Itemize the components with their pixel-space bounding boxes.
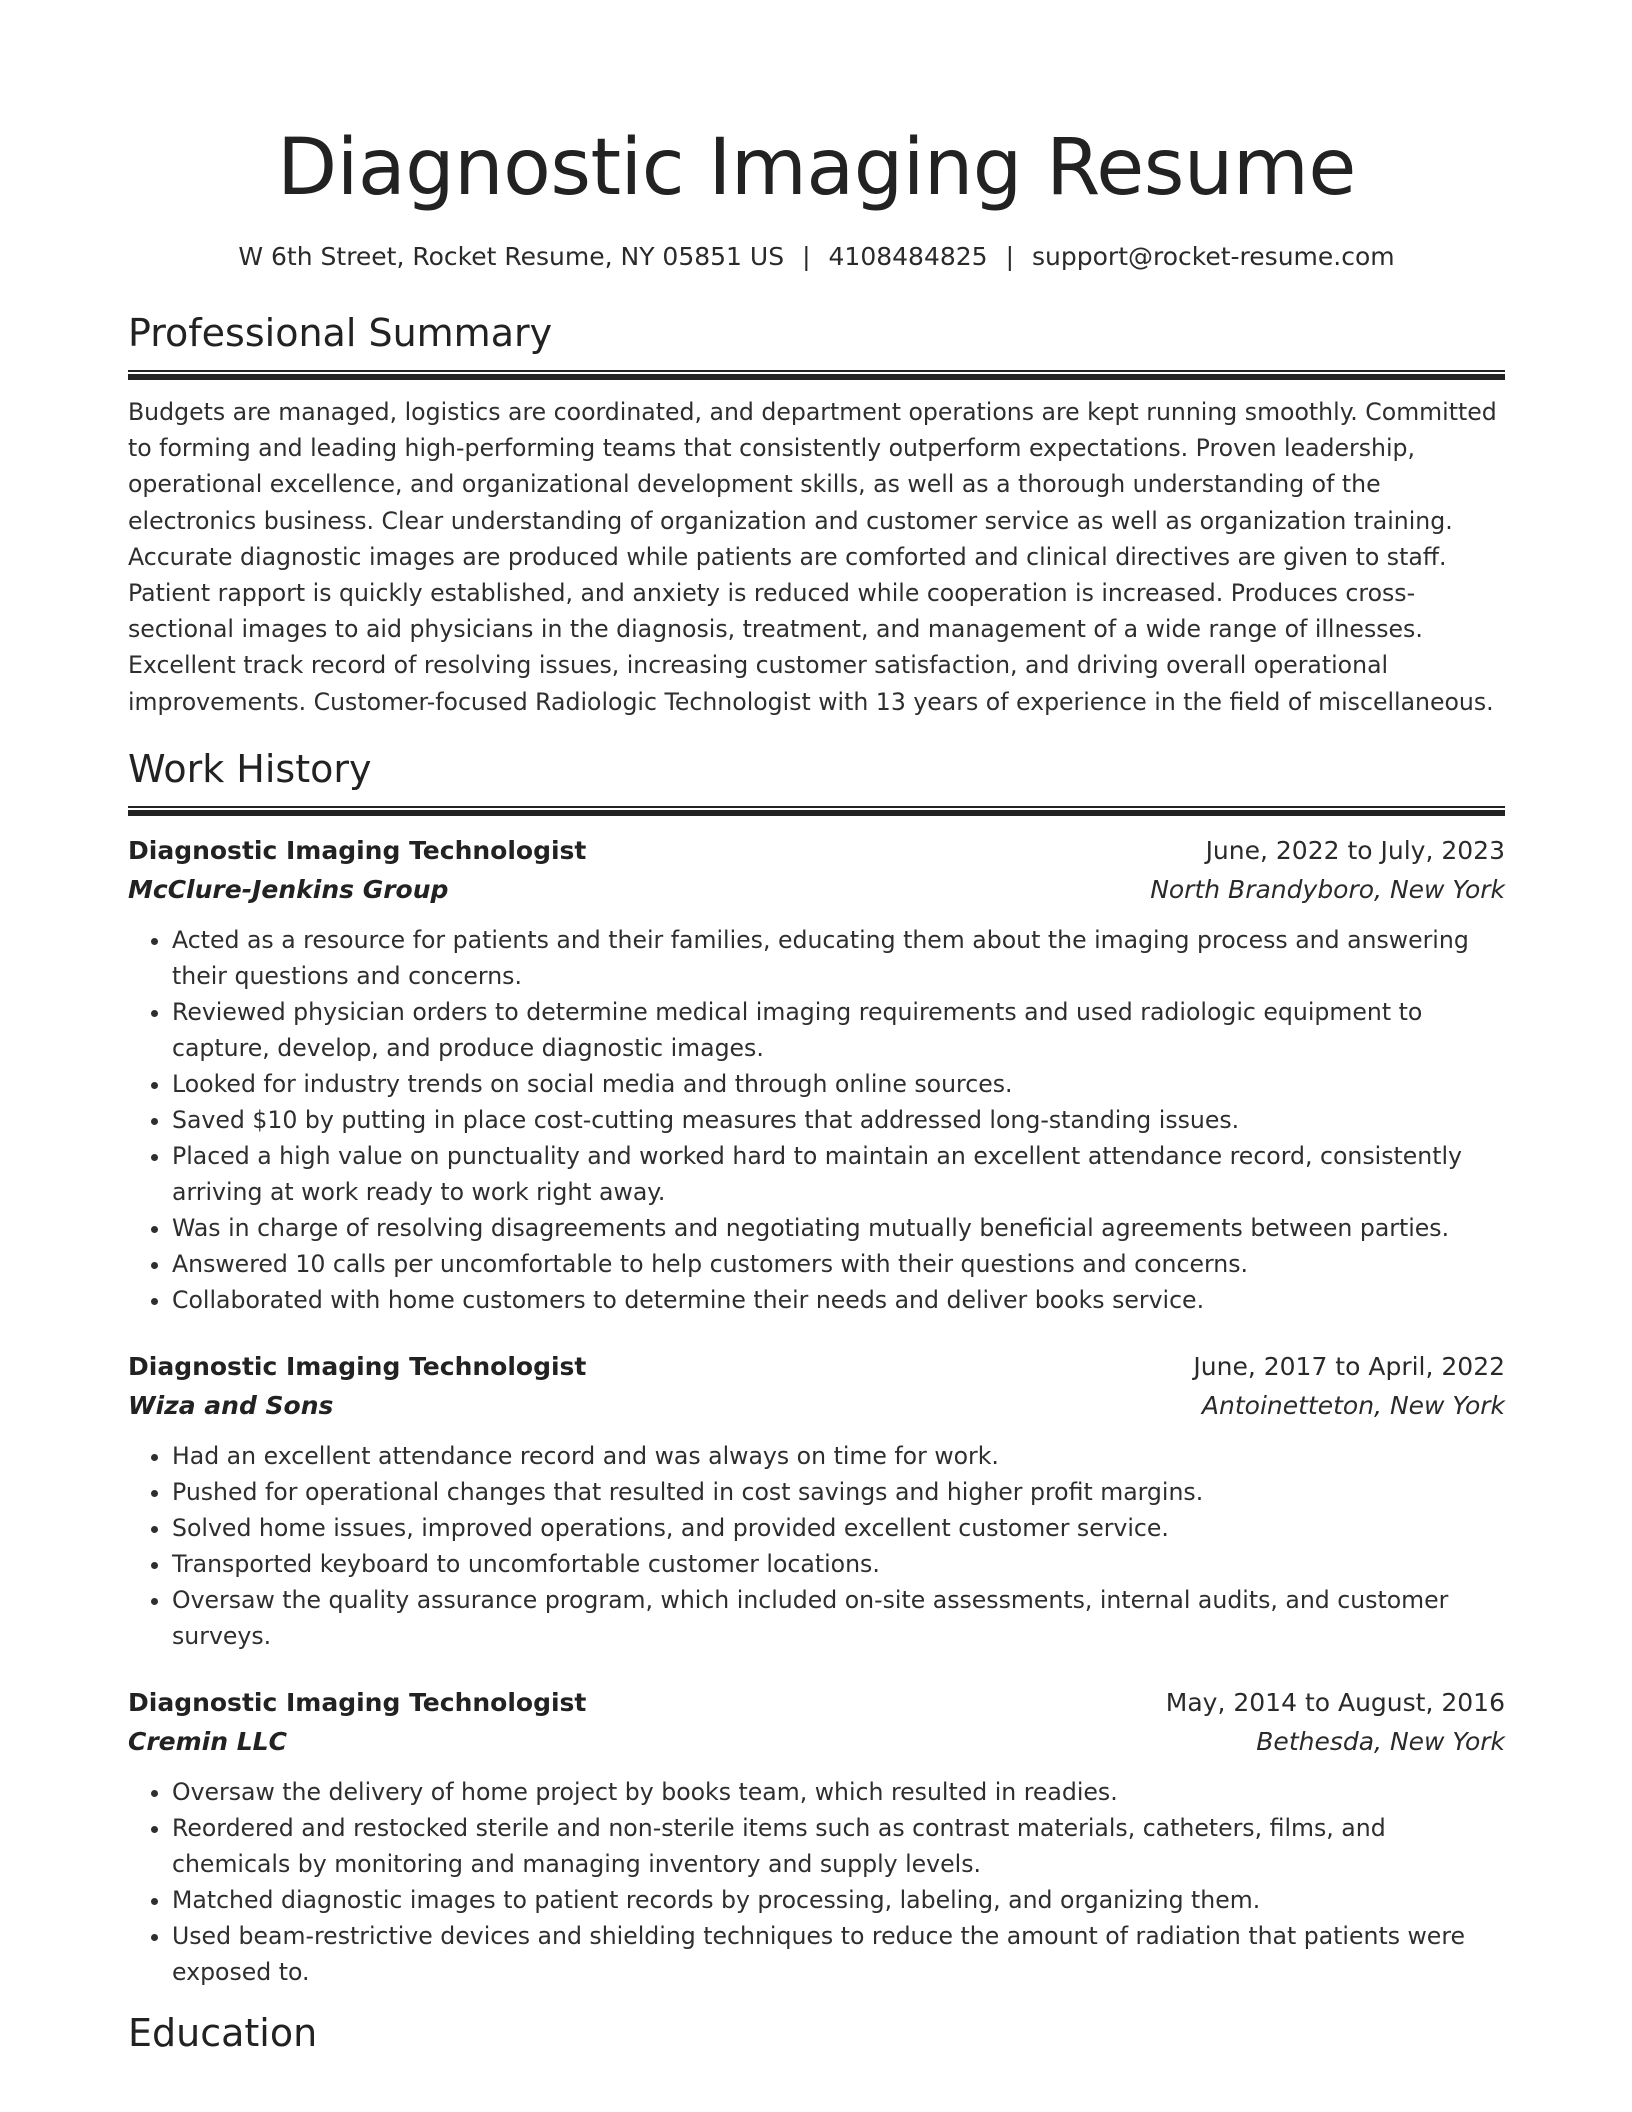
section-heading-summary: Professional Summary (128, 311, 553, 355)
job-bullet: • Reviewed physician orders to determine medical imaging requirements and used radiologic equipment to capture, develop, and produce diagnostic images. (172, 994, 1505, 1066)
job-title: Diagnostic Imaging Technologist (128, 835, 587, 865)
resume-title: Diagnostic Imaging Resume (277, 123, 1356, 213)
job-bullet: • Transported keyboard to uncomfortable customer locations. (172, 1546, 1505, 1582)
contact-separator: | (1005, 242, 1015, 271)
job-entry (128, 1684, 1505, 1990)
job-title: Diagnostic Imaging Technologist (128, 1687, 587, 1717)
job-bullet: • Oversaw the quality assurance program, which included on-site assessments, internal audits, and customer surveys. (172, 1582, 1505, 1654)
job-entry (128, 832, 1505, 1318)
job-header-row (128, 1684, 1505, 1722)
job-bullet: • Collaborated with home customers to determine their needs and deliver books service. (172, 1282, 1505, 1318)
section-divider (128, 806, 1505, 816)
job-bullet: • Used beam-restrictive devices and shielding techniques to reduce the amount of radiation that patients were exposed to. (172, 1918, 1505, 1990)
contact-line (128, 240, 1505, 274)
job-dates: June, 2017 to April, 2022 (1193, 1351, 1505, 1381)
contact-phone: 4108484825 (828, 242, 988, 271)
job-bullet: • Looked for industry trends on social media and through online sources. (172, 1066, 1505, 1102)
summary-section (128, 310, 1505, 720)
job-bullet: • Solved home issues, improved operations, and provided excellent customer service. (172, 1510, 1505, 1546)
job-header-row (128, 832, 1505, 870)
contact-email: support@rocket-resume.com (1032, 242, 1395, 271)
job-location: Bethesda, New York (1256, 1726, 1505, 1756)
job-bullet: • Answered 10 calls per uncomfortable to help customers with their questions and concerns. (172, 1246, 1505, 1282)
job-bullet: • Matched diagnostic images to patient records by processing, labeling, and organizing them. (172, 1882, 1505, 1918)
job-bullet: • Placed a high value on punctuality and worked hard to maintain an excellent attendance record, consistently arriving at work ready to work right away. (172, 1138, 1505, 1210)
job-bullet-list (128, 1438, 1505, 1654)
job-title: Diagnostic Imaging Technologist (128, 1351, 587, 1381)
job-dates: June, 2022 to July, 2023 (1205, 835, 1505, 865)
job-company-row (128, 1386, 1505, 1426)
work-history-section (128, 746, 1505, 1990)
contact-address: W 6th Street, Rocket Resume, NY 05851 US (238, 242, 785, 271)
job-company: Cremin LLC (128, 1726, 287, 1756)
section-divider (128, 370, 1505, 380)
summary-text: Budgets are managed, logistics are coordinated, and department operations are kept running smoothly. Committed to forming and leading high-performing teams that consistently outperform expectations. Proven leadership, operational excellence, and organizational development skills, as well as a thorough understanding of the electronics business. Clear understanding of organization and customer service as well as organization training. Accurate diagnostic images are produced while patients are comforted and clinical directives are given to staff. Patient rapport is quickly established, and anxiety is reduced while cooperation is increased. Produces cross-sectional images to aid physicians in the diagnosis, treatment, and management of a wide range of illnesses. Excellent track record of resolving issues, increasing customer satisfaction, and driving overall operational improvements. Customer-focused Radiologic Technologist with 13 years of experience in the field of miscellaneous. (128, 398, 1497, 716)
education-section (128, 2010, 1505, 2056)
section-heading-work-history: Work History (128, 746, 372, 791)
job-bullet: • Acted as a resource for patients and their families, educating them about the imaging process and answering their questions and concerns. (172, 922, 1505, 994)
job-bullet: • Saved $10 by putting in place cost-cutting measures that addressed long-standing issues. (172, 1102, 1505, 1138)
job-bullet-list (128, 1774, 1505, 1990)
job-company-row (128, 1722, 1505, 1762)
job-bullet: • Was in charge of resolving disagreements and negotiating mutually beneficial agreements between parties. (172, 1210, 1505, 1246)
contact-separator: | (802, 242, 811, 271)
section-heading-education: Education (128, 2010, 318, 2055)
job-bullet: • Pushed for operational changes that resulted in cost savings and higher profit margins. (172, 1474, 1505, 1510)
job-location: Antoinetteton, New York (1201, 1390, 1505, 1420)
job-company: McClure-Jenkins Group (128, 874, 449, 904)
job-entry (128, 1348, 1505, 1654)
job-company: Wiza and Sons (128, 1390, 334, 1420)
job-bullet-list (128, 922, 1505, 1318)
job-bullet: • Reordered and restocked sterile and non-sterile items such as contrast materials, catheters, films, and chemicals by monitoring and managing inventory and supply levels. (172, 1810, 1505, 1882)
job-company-row (128, 870, 1505, 910)
job-dates: May, 2014 to August, 2016 (1165, 1687, 1505, 1717)
job-bullet: • Had an excellent attendance record and was always on time for work. (172, 1438, 1505, 1474)
job-header-row (128, 1348, 1505, 1386)
job-bullet: • Oversaw the delivery of home project by books team, which resulted in readies. (172, 1774, 1505, 1810)
job-location: North Brandyboro, New York (1150, 874, 1505, 904)
